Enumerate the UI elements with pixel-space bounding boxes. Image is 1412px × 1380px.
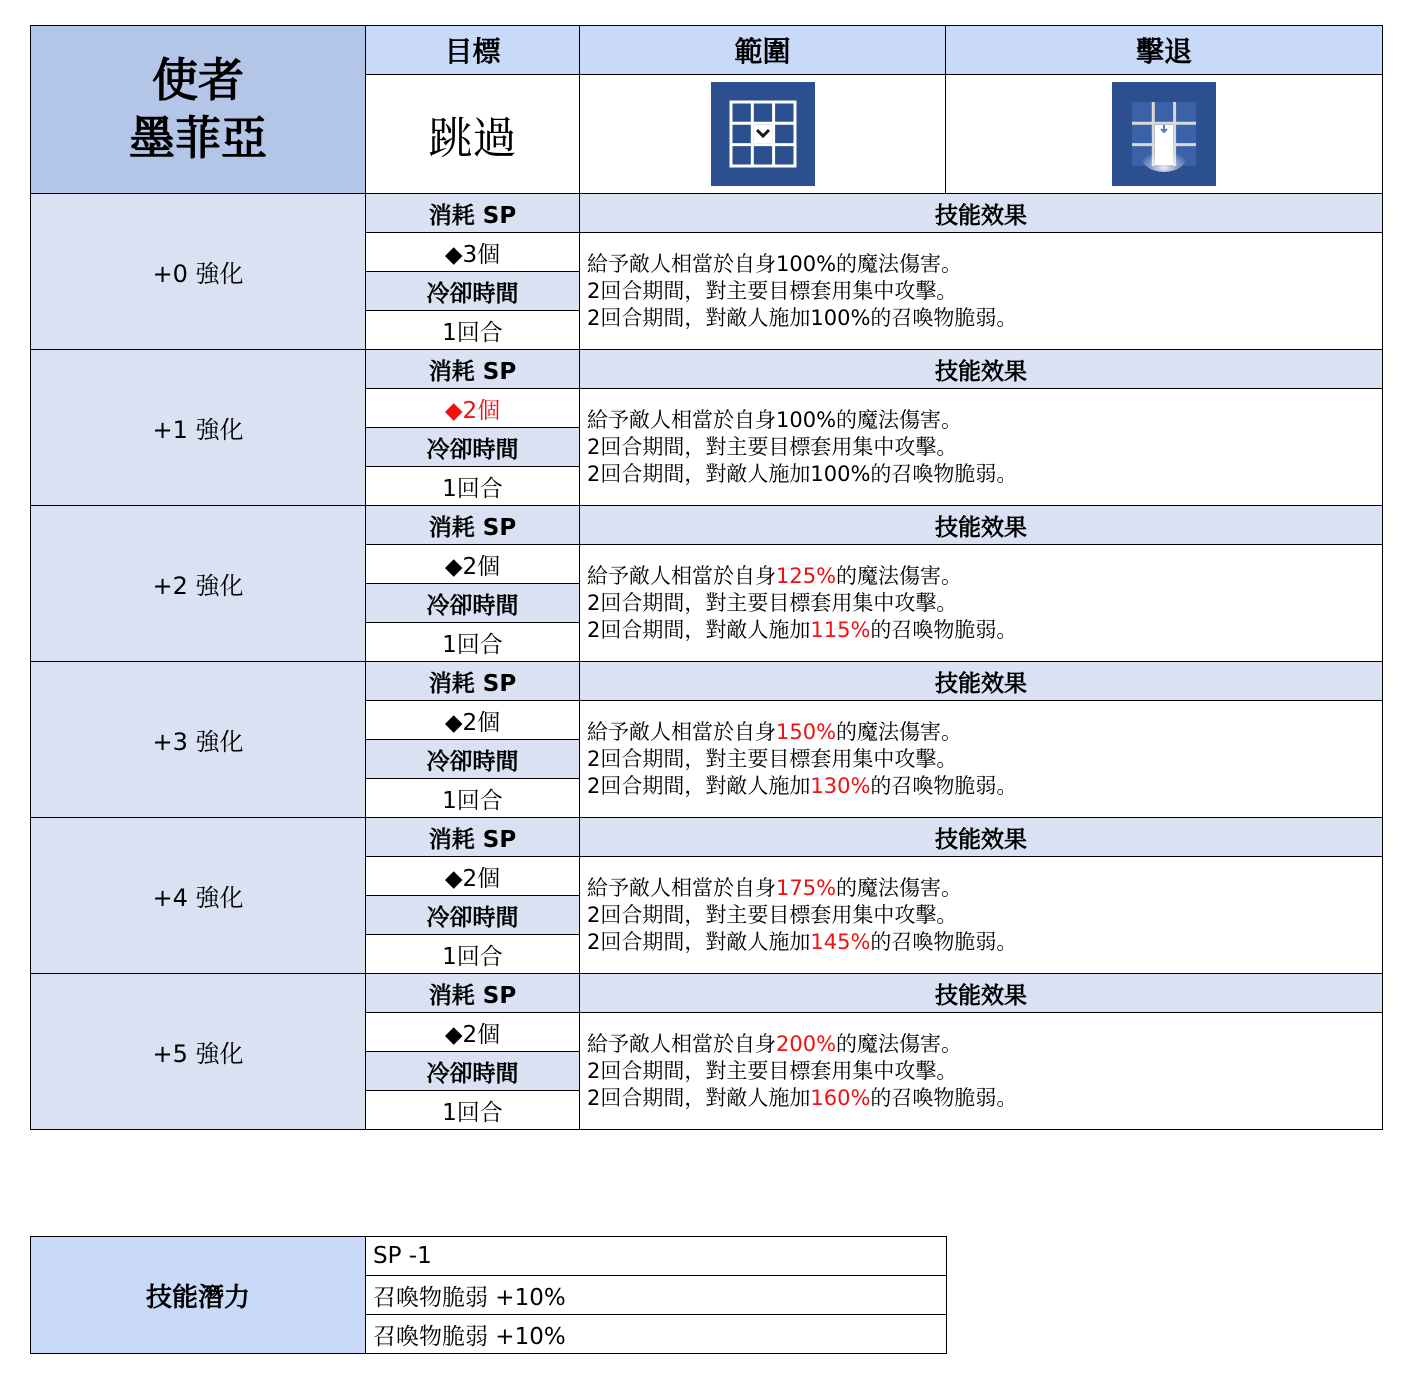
sp-cost-value: ◆2個 <box>366 857 580 896</box>
sp-cost-header: 消耗 SP <box>366 662 580 701</box>
potential-item: SP -1 <box>366 1237 947 1276</box>
effect-line-damage: 給予敵人相當於自身200%的魔法傷害。 <box>587 1031 963 1056</box>
effect-text <box>580 233 1383 350</box>
effect-text <box>580 389 1383 506</box>
sp-cost-value: ◆2個 <box>366 1013 580 1052</box>
knockback-header: 擊退 <box>946 26 1383 75</box>
damage-percent: 200% <box>776 1031 837 1056</box>
effect-line-focus: 2回合期間，對主要目標套用集中攻擊。 <box>587 902 958 927</box>
vulnerability-percent: 145% <box>810 929 871 954</box>
effect-line-focus: 2回合期間，對主要目標套用集中攻擊。 <box>587 434 958 459</box>
potential-label: 技能潛力 <box>31 1237 366 1354</box>
cooldown-value: 1回合 <box>366 311 580 350</box>
sp-cost-value: ◆3個 <box>366 233 580 272</box>
cooldown-value: 1回合 <box>366 1091 580 1130</box>
effect-line-focus: 2回合期間，對主要目標套用集中攻擊。 <box>587 590 958 615</box>
damage-percent: 100% <box>776 407 837 432</box>
range-header: 範圍 <box>580 26 946 75</box>
sp-cost-header: 消耗 SP <box>366 506 580 545</box>
effect-line-vulnerability: 2回合期間，對敵人施加160%的召喚物脆弱。 <box>587 1085 1018 1110</box>
sp-cost-value: ◆2個 <box>366 545 580 584</box>
effect-line-damage: 給予敵人相當於自身150%的魔法傷害。 <box>587 719 963 744</box>
vulnerability-percent: 115% <box>810 617 871 642</box>
potential-item: 召喚物脆弱 +10% <box>366 1315 947 1354</box>
cooldown-value: 1回合 <box>366 779 580 818</box>
character-name-line1: 使者 <box>152 53 244 107</box>
effect-header: 技能效果 <box>580 974 1383 1013</box>
damage-percent: 150% <box>776 719 837 744</box>
range-cell <box>580 75 946 194</box>
damage-percent: 125% <box>776 563 837 588</box>
cooldown-value: 1回合 <box>366 623 580 662</box>
vulnerability-percent: 100% <box>810 461 871 486</box>
effect-line-focus: 2回合期間，對主要目標套用集中攻擊。 <box>587 746 958 771</box>
level-label: +1 強化 <box>31 350 366 506</box>
effect-line-vulnerability: 2回合期間，對敵人施加100%的召喚物脆弱。 <box>587 305 1018 330</box>
grid-3x3-center-chevron-down-icon <box>711 82 815 186</box>
effect-header: 技能效果 <box>580 350 1383 389</box>
character-name-line2: 墨菲亞 <box>129 110 267 165</box>
knockback-cell <box>946 75 1383 194</box>
potential-item: 召喚物脆弱 +10% <box>366 1276 947 1315</box>
effect-text <box>580 545 1383 662</box>
sp-cost-header: 消耗 SP <box>366 974 580 1013</box>
effect-line-vulnerability: 2回合期間，對敵人施加130%的召喚物脆弱。 <box>587 773 1018 798</box>
target-value: 跳過 <box>366 75 580 194</box>
sp-cost-header: 消耗 SP <box>366 818 580 857</box>
effect-line-focus: 2回合期間，對主要目標套用集中攻擊。 <box>587 278 958 303</box>
damage-percent: 100% <box>776 251 837 276</box>
level-label: +0 強化 <box>31 194 366 350</box>
level-label: +2 強化 <box>31 506 366 662</box>
effect-line-damage: 給予敵人相當於自身100%的魔法傷害。 <box>587 251 963 276</box>
sp-cost-value: ◆2個 <box>366 701 580 740</box>
effect-text <box>580 701 1383 818</box>
potential-table <box>30 1236 947 1354</box>
vulnerability-percent: 160% <box>810 1085 871 1110</box>
sp-cost-value: ◆2個 <box>366 389 580 428</box>
effect-text <box>580 1013 1383 1130</box>
effect-header: 技能效果 <box>580 194 1383 233</box>
effect-header: 技能效果 <box>580 818 1383 857</box>
level-label: +3 強化 <box>31 662 366 818</box>
cooldown-value: 1回合 <box>366 935 580 974</box>
grid-3x3-push-down-icon <box>1112 82 1216 186</box>
effect-line-damage: 給予敵人相當於自身125%的魔法傷害。 <box>587 563 963 588</box>
level-label: +5 強化 <box>31 974 366 1130</box>
cooldown-header: 冷卻時間 <box>366 272 580 311</box>
cooldown-header: 冷卻時間 <box>366 896 580 935</box>
cooldown-header: 冷卻時間 <box>366 584 580 623</box>
effect-line-vulnerability: 2回合期間，對敵人施加115%的召喚物脆弱。 <box>587 617 1018 642</box>
sp-cost-header: 消耗 SP <box>366 350 580 389</box>
cooldown-value: 1回合 <box>366 467 580 506</box>
effect-header: 技能效果 <box>580 506 1383 545</box>
effect-line-focus: 2回合期間，對主要目標套用集中攻擊。 <box>587 1058 958 1083</box>
damage-percent: 175% <box>776 875 837 900</box>
cooldown-header: 冷卻時間 <box>366 1052 580 1091</box>
vulnerability-percent: 100% <box>810 305 871 330</box>
effect-text <box>580 857 1383 974</box>
effect-line-damage: 給予敵人相當於自身100%的魔法傷害。 <box>587 407 963 432</box>
character-name <box>31 26 366 194</box>
skill-table <box>30 25 1383 1130</box>
sp-cost-header: 消耗 SP <box>366 194 580 233</box>
effect-line-vulnerability: 2回合期間，對敵人施加100%的召喚物脆弱。 <box>587 461 1018 486</box>
effect-header: 技能效果 <box>580 662 1383 701</box>
vulnerability-percent: 130% <box>810 773 871 798</box>
cooldown-header: 冷卻時間 <box>366 740 580 779</box>
effect-line-damage: 給予敵人相當於自身175%的魔法傷害。 <box>587 875 963 900</box>
level-label: +4 強化 <box>31 818 366 974</box>
effect-line-vulnerability: 2回合期間，對敵人施加145%的召喚物脆弱。 <box>587 929 1018 954</box>
target-header: 目標 <box>366 26 580 75</box>
cooldown-header: 冷卻時間 <box>366 428 580 467</box>
